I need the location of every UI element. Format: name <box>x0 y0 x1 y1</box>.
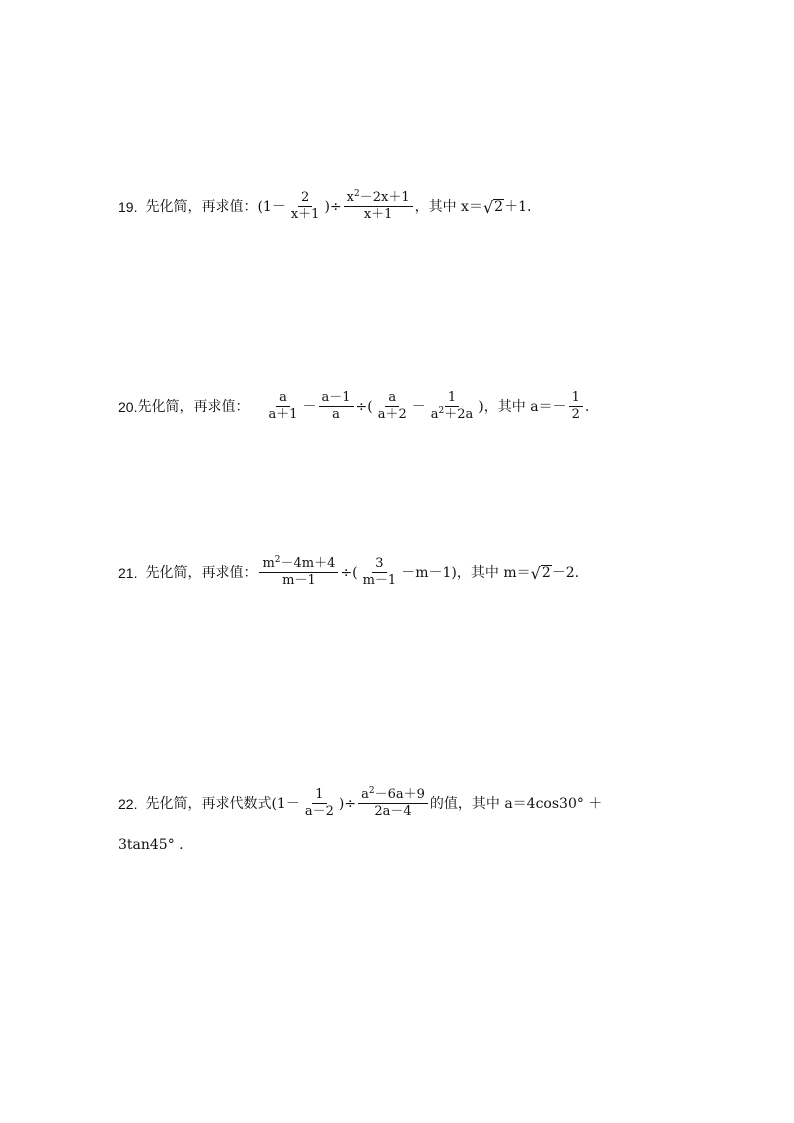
radical-sign-icon: √ <box>482 197 494 217</box>
term: ＋2a <box>444 407 474 422</box>
term: a <box>430 407 439 422</box>
term: x <box>346 190 354 205</box>
problem-prompt: 先化简，再求代数式 <box>145 795 272 812</box>
condition-text: ，其中 x＝ <box>414 198 483 215</box>
problem-number: 22. <box>118 795 138 812</box>
numerator <box>344 190 413 207</box>
expr-text: ÷( <box>340 564 358 581</box>
denominator: x＋1 <box>290 207 320 222</box>
problem-number: 20. <box>118 398 138 415</box>
fraction <box>288 190 323 223</box>
expr-text: － <box>411 398 426 415</box>
fraction <box>569 390 583 423</box>
numerator: 1 <box>569 390 583 407</box>
expr-text: )÷ <box>324 198 342 215</box>
expr-text: ＋1. <box>504 198 532 215</box>
denominator: m－1 <box>362 573 397 588</box>
numerator: a <box>385 390 399 407</box>
numerator <box>358 787 428 804</box>
numerator: 1 <box>445 390 459 407</box>
denominator: a＋2 <box>377 407 407 422</box>
expr-text: )÷ <box>338 795 357 812</box>
condition-text: )，其中 a＝－ <box>478 398 567 415</box>
square-root <box>483 199 504 215</box>
exponent: 2 <box>274 555 281 565</box>
fraction <box>344 190 413 223</box>
radicand: 2 <box>541 564 551 581</box>
condition-text: ，其中 m＝ <box>456 564 531 581</box>
expr-text: (1－ <box>271 795 300 812</box>
denominator: a－2 <box>304 804 334 819</box>
expr-text: －m－1) <box>401 564 457 581</box>
problem-22 <box>118 787 602 852</box>
radical-sign-icon: √ <box>530 563 541 583</box>
condition-text: 的值，其中 a＝4cos30° ＋ <box>429 795 603 812</box>
denominator: 2a－4 <box>374 804 412 819</box>
term: －4m＋4 <box>280 556 336 571</box>
denominator: m－1 <box>282 573 316 588</box>
exponent: 2 <box>354 189 360 199</box>
numerator: 2 <box>298 190 312 207</box>
denominator <box>428 407 477 423</box>
problem-number: 21. <box>118 564 138 581</box>
numerator <box>259 556 338 573</box>
expr-text: －2. <box>551 564 580 581</box>
numerator: a <box>276 390 290 407</box>
denominator: x＋1 <box>363 207 393 222</box>
expr-text: (1－ <box>257 198 286 215</box>
fraction <box>319 390 354 423</box>
expr-text: － <box>302 398 317 415</box>
fraction <box>265 390 300 423</box>
term: －6a＋9 <box>374 787 425 802</box>
term: －2x＋1 <box>359 190 410 205</box>
fraction <box>358 787 428 820</box>
expr-text: . <box>584 398 590 415</box>
problem-19 <box>118 190 531 223</box>
term: a <box>361 787 369 802</box>
problem-20 <box>118 390 589 423</box>
problem-prompt: 先化简，再求值： <box>137 398 250 415</box>
problem-21 <box>118 556 579 589</box>
fraction <box>375 390 410 423</box>
fraction <box>428 390 477 423</box>
problem-prompt: 先化简，再求值： <box>145 198 258 215</box>
expr-text: ÷( <box>355 398 373 415</box>
fraction <box>259 556 338 589</box>
exponent: 2 <box>368 786 375 796</box>
problem-prompt: 先化简，再求值： <box>145 564 258 581</box>
numerator: a－1 <box>319 390 354 407</box>
numerator: 1 <box>312 787 326 804</box>
radicand: 2 <box>494 198 504 215</box>
square-root <box>531 565 552 581</box>
term: m <box>262 556 275 571</box>
fraction <box>360 556 400 589</box>
denominator: a＋1 <box>268 407 298 422</box>
continuation-line: 3tan45° . <box>118 837 184 853</box>
fraction <box>302 787 337 820</box>
problem-number: 19. <box>118 198 138 215</box>
exponent: 2 <box>438 406 445 416</box>
denominator: 2 <box>571 407 580 422</box>
denominator: a <box>332 407 340 422</box>
numerator: 3 <box>372 556 386 573</box>
